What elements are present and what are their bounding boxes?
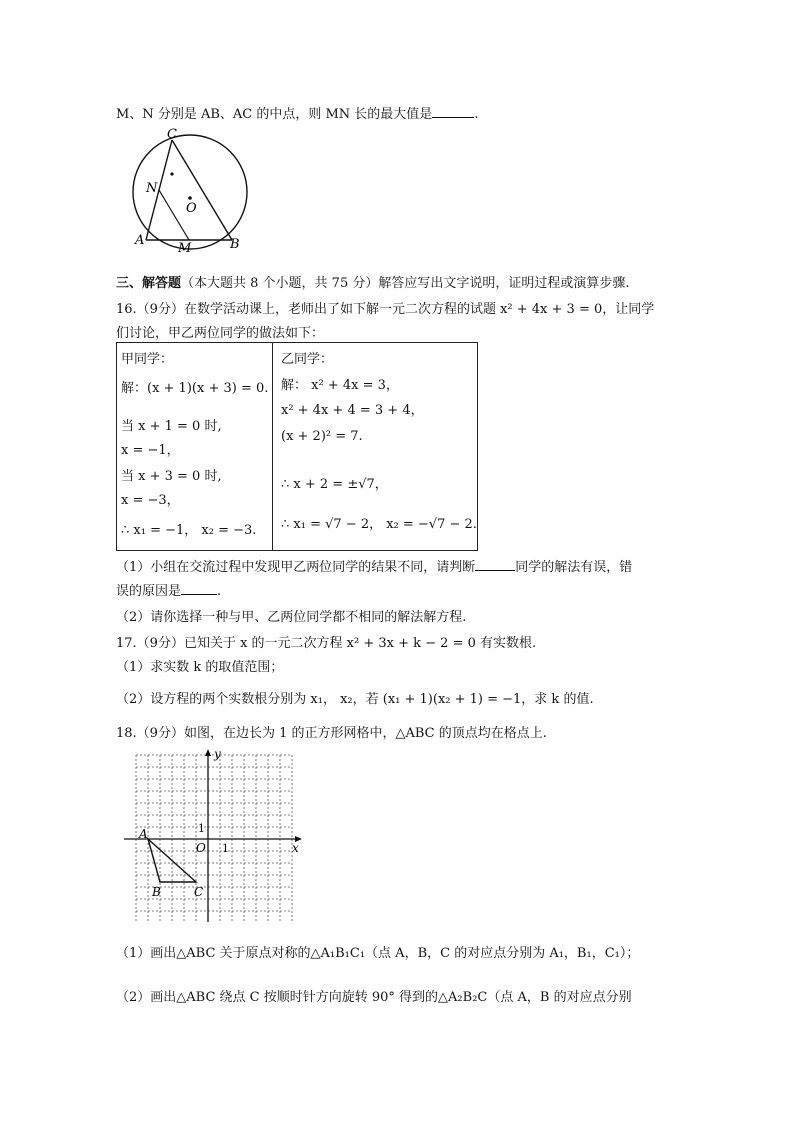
- q15-answer-blank: [432, 105, 474, 118]
- label-c: C: [167, 127, 177, 142]
- yi-line-2: x² + 4x + 4 = 3 + 4，: [281, 403, 424, 418]
- yi-line-1: 解： x² + 4x = 3，: [281, 378, 399, 393]
- q16-p1-text-c: 误的原因是: [116, 584, 182, 599]
- q18-line-1: 18.（9分）如图，在边长为 1 的正方形网格中，△ABC 的顶点均在格点上.: [116, 726, 547, 741]
- q16-blank-1: [475, 558, 515, 571]
- jia-line-6: ∴ x₁ = −1， x₂ = −3.: [121, 523, 257, 538]
- x-label: x: [292, 841, 299, 855]
- q16-p1-text-d: .: [217, 584, 222, 599]
- q18-part-2: （2）画出△ABC 绕点 C 按顺时针方向旋转 90° 得到的△A₂B₂C（点 A，B 的对应点分别: [116, 990, 632, 1005]
- label-a: A: [135, 233, 145, 248]
- y-axis-arrow: [205, 749, 211, 756]
- jia-line-4: 当 x + 3 = 0 时,: [121, 469, 222, 484]
- yi-line-5: ∴ x₁ = √7 − 2， x₂ = −√7 − 2.: [281, 517, 477, 532]
- q16-part-2: （2）请你选择一种与甲、乙两位同学都不相同的解法解方程.: [116, 610, 467, 625]
- jia-line-5: x = −3，: [121, 493, 180, 508]
- point-c-label: C: [194, 885, 204, 899]
- y-label: y: [214, 747, 221, 761]
- mark-point: [170, 172, 173, 175]
- q16-part-1-line-1: [116, 556, 632, 575]
- label-b: B: [230, 237, 240, 252]
- jia-solution-cell: [117, 343, 273, 551]
- q15-end: .: [474, 107, 479, 122]
- section-3-instructions: （本大题共 8 个小题，共 75 分）解答应写出文字说明，证明过程或演算步骤.: [181, 276, 630, 291]
- yi-title: 乙同学：: [281, 352, 334, 367]
- jia-line-2: 当 x + 1 = 0 时,: [121, 419, 222, 434]
- yi-solution-cell: [273, 343, 478, 551]
- q16-p1-text-b: 同学的解法有误，错: [515, 560, 633, 575]
- section-3-heading: [116, 272, 630, 291]
- q15-tail: M、N 分别是 AB、AC 的中点，则 MN 长的最大值是: [116, 107, 433, 122]
- y-one-label: 1: [198, 822, 205, 835]
- jia-line-1: 解：(x + 1)(x + 3) = 0.: [121, 381, 269, 396]
- jia-title: 甲同学：: [121, 352, 174, 367]
- q17-part-2: （2）设方程的两个实数根分别为 x₁， x₂，若 (x₁ + 1)(x₂ + 1) = −1，求 k 的值.: [116, 692, 594, 707]
- q16-p1-text-a: （1）小组在交流过程中发现甲乙两位同学的结果不同，请判断: [116, 560, 476, 575]
- circle-figure: [128, 126, 258, 256]
- origin-label: O: [196, 841, 206, 855]
- q17-line-1: 17.（9分）已知关于 x 的一元二次方程 x² + 3x + k − 2 = 0 有实数根.: [116, 636, 537, 651]
- q16-line-2: 们讨论，甲乙两位同学的做法如下：: [116, 326, 325, 341]
- center-point: [188, 196, 192, 200]
- section-3-title: 三、解答题: [116, 276, 182, 291]
- q18-part-1: （1）画出△ABC 关于原点对称的△A₁B₁C₁（点 A，B，C 的对应点分别为 A₁，B₁，C₁）；: [116, 946, 640, 961]
- q17-part-1: （1）求实数 k 的取值范围；: [116, 660, 284, 675]
- yi-line-3: (x + 2)² = 7.: [281, 429, 363, 444]
- point-b-label: B: [152, 885, 161, 899]
- q16-part-1-line-2: [116, 580, 221, 599]
- label-n: N: [146, 181, 158, 196]
- q16-blank-2: [181, 582, 217, 595]
- segment-nm: [159, 190, 189, 240]
- q16-line-1: 16.（9分）在数学活动课上，老师出了如下解一元二次方程的试题 x² + 4x + 3 = 0，让同学: [116, 302, 655, 317]
- x-one-label: 1: [222, 842, 229, 855]
- grid-figure: [124, 746, 304, 922]
- label-m: M: [178, 241, 192, 256]
- q16-solution-table: [116, 342, 478, 551]
- yi-line-4: ∴ x + 2 = ±√7，: [281, 477, 388, 492]
- segment-cb: [172, 140, 232, 240]
- label-o: O: [186, 201, 197, 216]
- jia-line-3: x = −1，: [121, 443, 180, 458]
- q15-text-line: [116, 103, 478, 122]
- point-a-label: A: [139, 827, 148, 841]
